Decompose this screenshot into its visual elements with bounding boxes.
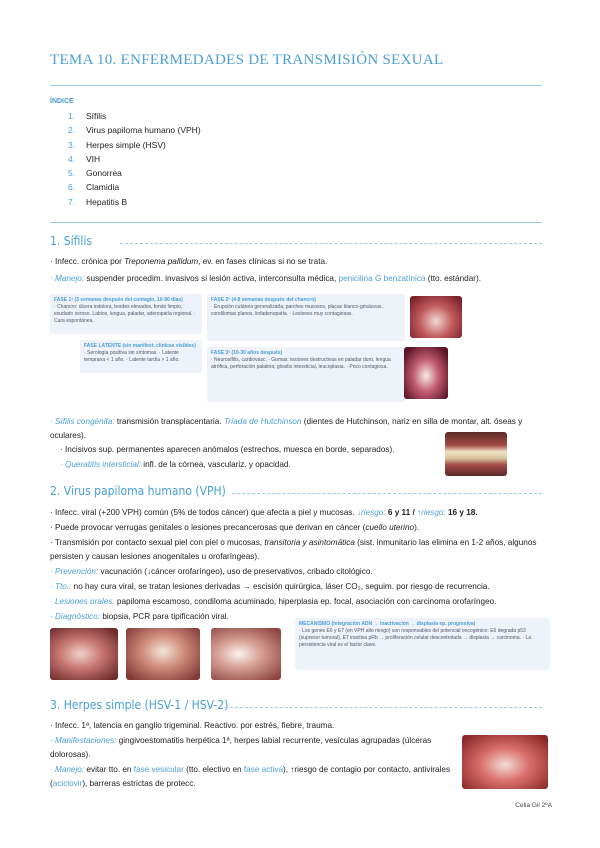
- footer-author: Celia Gil 2ºA: [515, 802, 552, 809]
- sifilis-definition: · Infecc. crónica por Treponema pallidum, ev. en fases clínicas si no se trata.: [50, 257, 328, 266]
- toc-number: 7.: [68, 196, 76, 207]
- vph-transmission: · Transmisión por contacto sexual piel con piel o mucosas, transitoria y asintomática (sist. inmunitario las elimina en 1-2 años, algunos persisten y causan lesiones anogenitales u orofaríngeas).: [50, 538, 537, 561]
- phase-tertiary-box: FASE 3ª (10-30 años después) · Neurosífilis, cardiovasc. · Gomas: lesiones destructivas en paladar duro, lengua atrófica, perforación palatina; glositis intersticial, leucoplasia. · Poco contagiosa.: [207, 347, 405, 402]
- congenital-syphilis: · Sífilis congénita: transmisión transplacentaria. Tríada de Hutchinson (dientes de Hutchinson, nariz en silla de montar, alt. óseas y oculares).: [50, 417, 523, 440]
- toc-label: Herpes simple (HSV): [86, 139, 166, 150]
- title-divider: [50, 85, 542, 86]
- toc-item: [68, 123, 201, 137]
- section-dash: [225, 707, 542, 708]
- section-dash: [120, 243, 542, 244]
- index-divider: [50, 222, 542, 223]
- phase-primary-box: FASE 1ª (3 semanas después del contagio, 10-90 días) · Chancro: úlcera indolora, bordes elevados, fondo limpio, exudado seroso. Labios, lengua, paladar, adenopatía regional. · Cura espontánea.: [50, 294, 202, 334]
- photo-herpetic-gingivostomatitis: [462, 735, 548, 789]
- toc-item: [68, 195, 201, 209]
- toc-item: [68, 152, 201, 166]
- toc-label: VIH: [86, 153, 101, 164]
- vph-prevention: · Prevención: vacunación (↓cáncer orofaríngeo), uso de preservativos, cribado citológico.: [50, 567, 373, 576]
- photo-gumma: [404, 347, 448, 399]
- section-heading-herpes: 3. Herpes simple (HSV-1 / HSV-2): [50, 698, 229, 712]
- toc-number: 5.: [68, 168, 76, 179]
- toc-label: Hepatitis B: [86, 196, 128, 207]
- phase-latent-box: FASE LATENTE (sin manifest. clínicas visibles) · Serología positiva sin síntomas. · Latente temprana < 1 año. · Latente tardía > 1 año.: [80, 340, 202, 373]
- toc-item: [68, 109, 201, 123]
- vph-treatment: · Tto.: no hay cura viral, se tratan lesiones derivadas → escisión quirúrgica, láser CO₂, seguim. por riesgo de recurrencia.: [50, 582, 490, 591]
- page-title: TEMA 10. ENFERMEDADES DE TRANSMISIÓN SEXUAL: [50, 52, 444, 68]
- hutchinson-incisors: · Incisivos sup. permanentes aparecen anómalos (estrechos, muesca en borde, separados).: [60, 445, 395, 454]
- section-heading-sifilis: 1. Sífilis: [50, 234, 93, 248]
- toc-item: [68, 180, 201, 194]
- photo-papilloma: [50, 628, 118, 680]
- herpes-management: · Manejo: evitar tto. en fase vesicular (tto. electivo en fase activa), ↑riesgo de contagio por contacto, antivirales (aciclovir), barreras estrictas de protecc.: [50, 765, 451, 788]
- vph-lesions: · Puede provocar verrugas genitales o lesiones precancerosas que derivan en cáncer (cuello uterino).: [50, 523, 420, 532]
- vph-diagnosis: · Diagnóstico: biopsia, PCR para tipificación viral.: [50, 612, 229, 621]
- toc-label: Virus papiloma humano (VPH): [86, 125, 201, 136]
- index-label: ÍNDICE: [50, 98, 74, 105]
- toc-label: Sífilis: [86, 111, 107, 121]
- photo-condyloma: [126, 628, 200, 680]
- toc-number: 1.: [68, 111, 76, 121]
- herpes-manifestations: · Manifestaciones: gingivoestomatitis herpética 1ª, herpes labial recurrente, vesículas agrupadas (úlceras dolorosas).: [50, 736, 432, 759]
- toc-label: Clamidia: [86, 182, 120, 193]
- vph-definition: · Infecc. viral (+200 VPH) común (5% de todos cáncer) que afecta a piel y mucosas. ↓riesgo: 6 y 11 / ↑riesgo: 16 y 18.: [50, 508, 478, 517]
- toc-item: [68, 138, 201, 152]
- photo-focal-hyperplasia: [211, 628, 281, 680]
- phase-secondary-box: FASE 2ª (4-8 semanas después del chancro) · Erupción cutánea generalizada, parches mucosos, placas blanco-grisáceas, condilomas planos, linfadenopatía. · Lesiones muy contagiosas.: [207, 294, 405, 341]
- toc-number: 6.: [68, 182, 76, 193]
- herpes-definition: · Infecc. 1ª, latencia en ganglio trigeminal. Reactivo. por estrés, fiebre, trauma.: [50, 721, 335, 730]
- toc-number: 4.: [68, 153, 76, 164]
- photo-chancre: [410, 296, 462, 338]
- section-heading-vph: 2. Virus papiloma humano (VPH): [50, 484, 226, 498]
- toc-item: [68, 166, 201, 180]
- toc-number: 2.: [68, 125, 76, 136]
- toc-number: 3.: [68, 139, 76, 150]
- section-dash: [232, 493, 542, 494]
- table-of-contents: [68, 109, 201, 209]
- vph-oral-lesions: · Lesiones orales: papiloma escamoso, condiloma acuminado, hiperplasia ep. focal, asociación con carcinoma orofaríngeo.: [50, 597, 497, 606]
- sifilis-management: · Manejo: suspender procedim. invasivos si lesión activa, interconsulta médica, penicilina G benzatínica (tto. estándar).: [50, 274, 481, 283]
- toc-label: Gonorrea: [86, 168, 122, 179]
- vph-mechanism-box: MECANISMO (integración ADN → inactivación → displasia ep. progresiva) · Los genes E6 y E7 (en VPH alto riesgo) son responsables del potencial oncogénico: E6 degrada p53 (supresor tumoral), E7 inactiva pRb → proliferación celular descontrolada → displasia → carcinoma. · La persistencia viral es el factor clave.: [295, 618, 550, 670]
- interstitial-keratitis: · Queratitis intersticial: infl. de la córnea, vasculariz. y opacidad.: [60, 460, 291, 469]
- photo-hutchinson-teeth: [445, 432, 507, 476]
